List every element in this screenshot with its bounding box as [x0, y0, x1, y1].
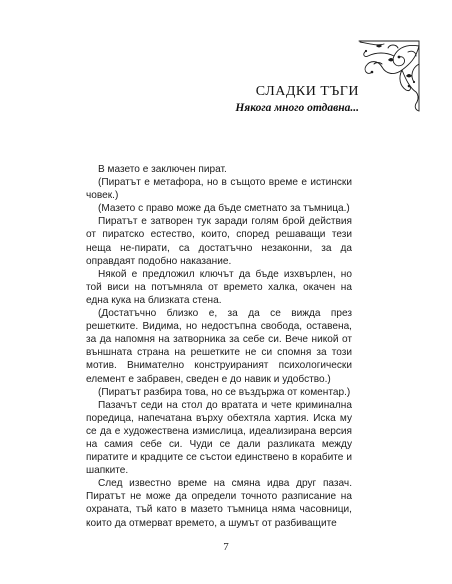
chapter-subtitle: Някога много отдавна...: [235, 102, 359, 114]
paragraph: (Достатъчно близко е, за да се вижда през решетките. Видима, но недостъпна свобода, оставена, за да напомня на затворника за себе си. Вече никой от външната страна на решетките не си спомня за този мотив. Внимателно конструираният психологически елемент е забравен, сведен е до навик и удобство.): [86, 308, 352, 385]
body-text: [86, 163, 352, 530]
paragraph: Някой е предложил ключът да бъде изхвърлен, но той виси на потъмняла от времето халка, окачен на една кука на близката стена.: [86, 268, 352, 306]
paragraph: В мазето е заключен пират.: [98, 164, 227, 175]
paragraph: След известно време на смяна идва друг пазач. Пиратът не може да определи точното разписание на охраната, тъй като в мазето тъмница няма часовници, които да отмерват времето, а шумът от разбиващите: [86, 478, 352, 529]
paragraph: (Пиратът разбира това, но се въздържа от коментар.): [98, 386, 351, 398]
page-number: 7: [223, 541, 229, 553]
paragraph: (Пиратът е метафора, но в същото време е истински човек.): [86, 177, 352, 202]
paragraph: (Мазето с право може да бъде сметнато за тъмница.): [98, 203, 350, 215]
paragraph: Пиратът е затворен тук заради голям брой действия от пиратско естество, които, според решаващи тези неща не-пирати, са достатъчно незаконни, за да оправдаят подобно наказание.: [86, 216, 352, 267]
floral-corner-ornament-icon: [358, 40, 420, 112]
chapter-title: СЛАДКИ ТЪГИ: [255, 84, 359, 99]
paragraph: Пазачът седи на стол до вратата и чете криминална поредица, напечатана върху обехтяла хартия. Иска му се да е художествена измислица, идеализирана версия на самия себе си. Чуди се дали разликата между пиратите и крадците се състои единствено в корабите и шапките.: [86, 399, 352, 477]
